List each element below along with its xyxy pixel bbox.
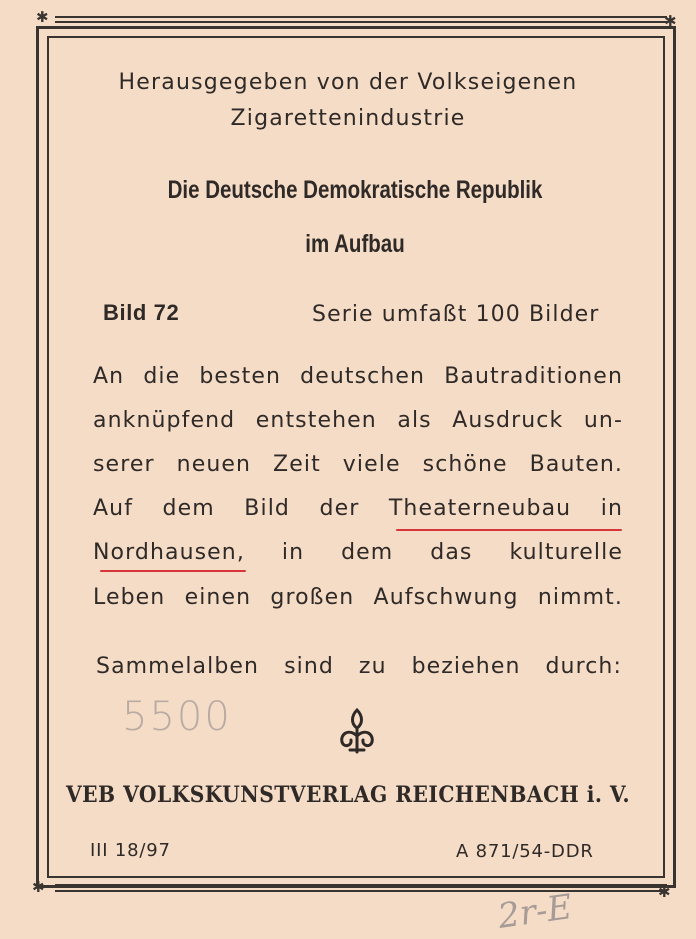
- series-count: Serie umfaßt 100 Bilder: [312, 302, 600, 327]
- series-title-line-2: im Aufbau: [305, 230, 405, 258]
- description-line-5: Nordhausen, in dem das kulturelle: [93, 540, 623, 565]
- top-border: [55, 16, 667, 23]
- bottom-border: [55, 884, 667, 892]
- footer-publisher: VEB VOLKSKUNSTVERLAG REICHENBACH i. V.: [65, 782, 631, 808]
- series-title-line-1: Die Deutsche Demokratische Republik: [167, 176, 543, 204]
- corner-star-icon: ✱: [32, 878, 45, 896]
- description-line-4: Auf dem Bild der Theaterneubau in: [93, 496, 623, 521]
- description-line-1: An die besten deutschen Bautraditionen: [93, 364, 623, 389]
- description-line-2: anknüpfend entstehen als Ausdruck un-: [93, 408, 623, 433]
- corner-star-icon: ✱: [664, 12, 677, 30]
- publisher-line-1: Herausgegeben von der Volkseigenen: [118, 70, 578, 95]
- code-right: A 871/54-DDR: [456, 841, 594, 862]
- red-pencil-underline: [100, 570, 246, 572]
- red-pencil-underline: [396, 529, 622, 531]
- description-line-6: Leben einen großen Aufschwung nimmt.: [93, 585, 623, 610]
- pencil-bottom-note: 2r-E: [495, 887, 575, 937]
- pencil-number: 5500: [122, 694, 232, 740]
- card-number: Bild 72: [103, 300, 180, 325]
- publisher-line-2: Zigarettenindustrie: [230, 106, 466, 131]
- description-line-3: serer neuen Zeit viele schöne Bauten.: [93, 452, 623, 477]
- fleur-de-lis-icon: [334, 704, 380, 756]
- corner-star-icon: ✱: [36, 8, 49, 26]
- corner-star-icon: ✱: [658, 883, 671, 901]
- albums-note: Sammelalben sind zu beziehen durch:: [96, 654, 622, 679]
- code-left: III 18/97: [90, 840, 171, 861]
